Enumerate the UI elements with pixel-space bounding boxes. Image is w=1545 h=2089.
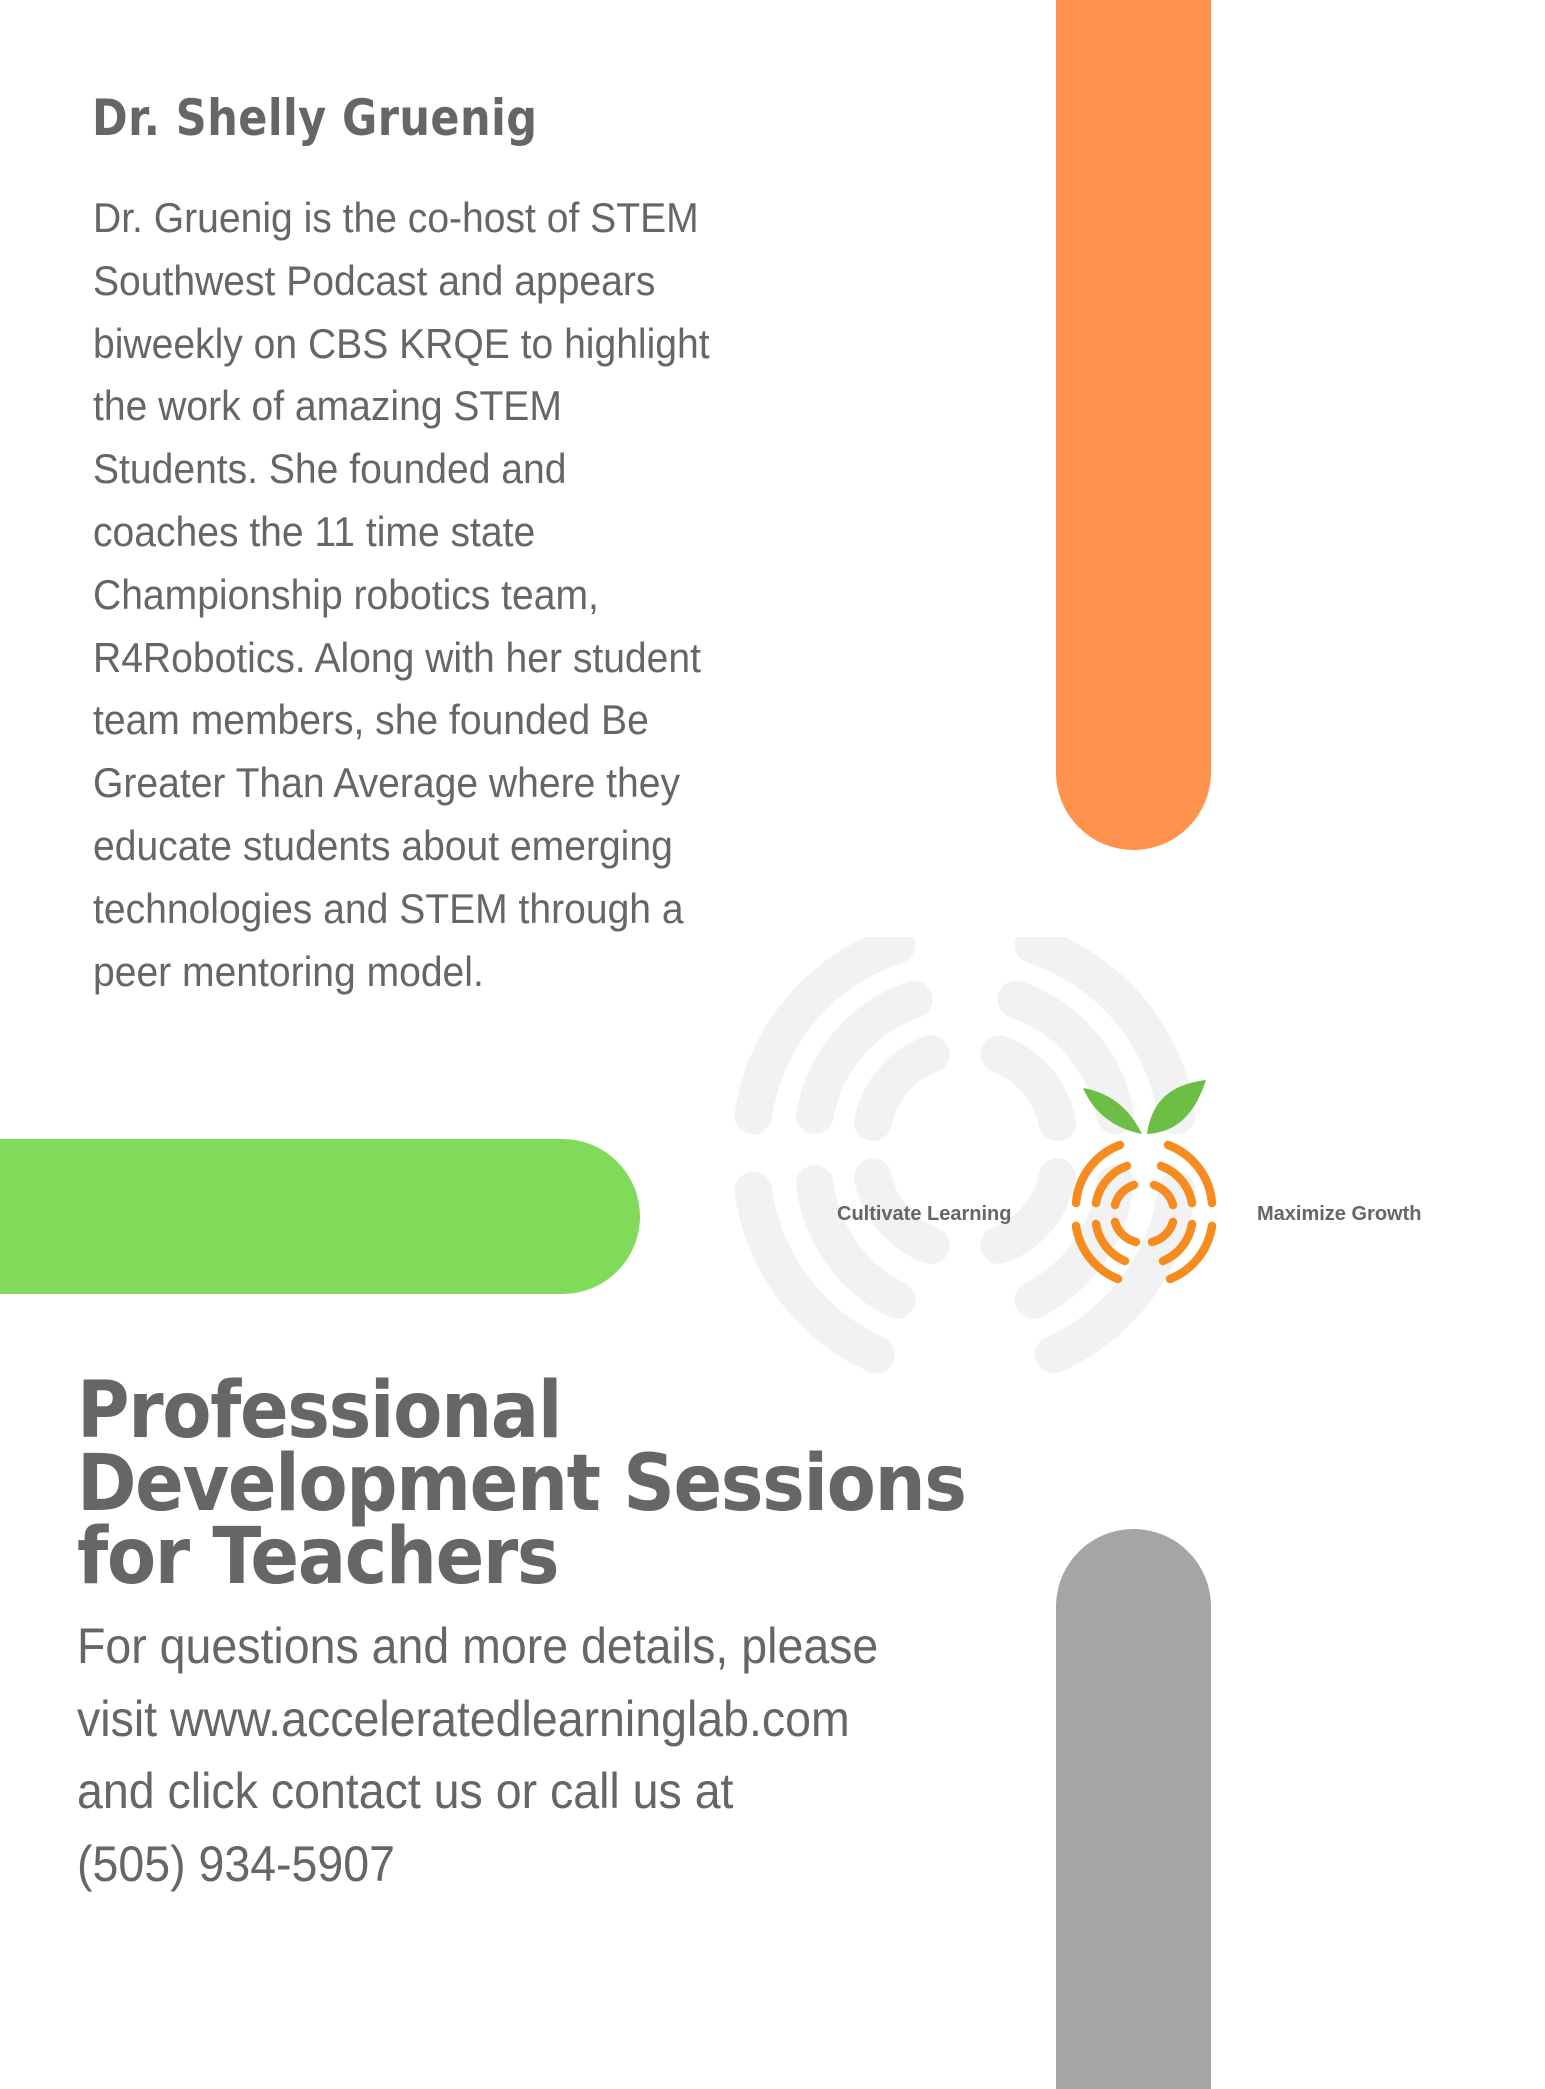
bio-line: team members, she founded Be	[93, 696, 649, 744]
contact-phone: (505) 934-5907	[77, 1835, 395, 1892]
speaker-name: Dr. Shelly Gruenig	[92, 89, 538, 147]
speaker-bio	[93, 187, 800, 1003]
green-decorative-bar	[0, 1139, 640, 1294]
bio-line: the work of amazing STEM	[93, 382, 562, 430]
heading-line: Development Sessions	[77, 1439, 966, 1529]
bio-line: R4Robotics. Along with her student	[93, 633, 701, 681]
page-title	[77, 1366, 966, 1602]
heading-line: Professional	[77, 1366, 562, 1456]
bio-line: Championship robotics team,	[93, 570, 599, 618]
bio-line: Greater Than Average where they	[93, 759, 680, 807]
bio-line: peer mentoring model.	[93, 947, 484, 995]
contact-info	[77, 1610, 988, 1900]
tagline-cultivate-learning: Cultivate Learning	[837, 1203, 1012, 1225]
contact-line: For questions and more details, please	[77, 1618, 879, 1674]
bio-line: biweekly on CBS KRQE to highlight	[93, 319, 710, 367]
orange-decorative-bar	[1056, 0, 1211, 850]
contact-line-website: visit www.acceleratedlearninglab.com	[77, 1690, 850, 1747]
grey-decorative-bar	[1056, 1529, 1211, 2089]
bio-line: Southwest Podcast and appears	[93, 256, 656, 304]
heading-line: for Teachers	[77, 1512, 559, 1602]
bio-line: coaches the 11 time state	[93, 507, 536, 555]
contact-line: and click contact us or call us at	[77, 1763, 734, 1819]
bio-line: Dr. Gruenig is the co-host of STEM	[93, 194, 699, 241]
apple-sprout-logo-icon	[1062, 1076, 1226, 1293]
tagline-maximize-growth: Maximize Growth	[1257, 1203, 1422, 1225]
bio-line: educate students about emerging	[93, 821, 673, 869]
bio-line: technologies and STEM through a	[93, 884, 684, 932]
bio-line: Students. She founded and	[93, 445, 567, 493]
